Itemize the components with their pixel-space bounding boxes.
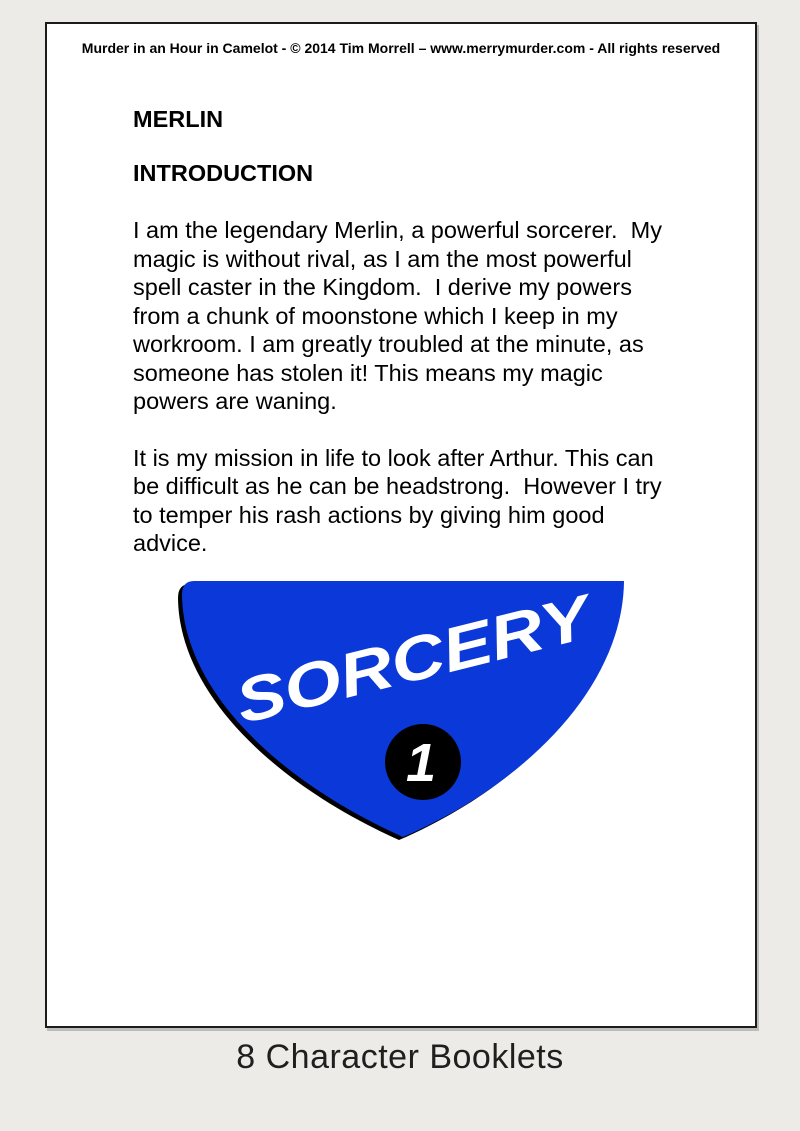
sorcery-badge — [176, 577, 628, 841]
page-content — [133, 106, 678, 841]
document-page — [45, 22, 757, 1028]
badge-number: 1 — [405, 732, 437, 793]
section-heading: INTRODUCTION — [133, 160, 314, 186]
intro-paragraph-2: It is my mission in life to look after Arthur. This can be difficult as he can be headstrong. However I try to temper his rash actions by giving him good advice. — [133, 444, 669, 556]
image-caption: 8 Character Booklets — [236, 1038, 564, 1076]
intro-paragraph-1: I am the legendary Merlin, a powerful sorcerer. My magic is without rival, as I am the most powerful spell caster in the Kingdom. I derive my powers from a chunk of moonstone which I keep in my workroom. I am greatly troubled at the minute, as someone has stolen it! This means my magic powers are waning. — [133, 217, 669, 414]
sorcery-label: SORCERY — [229, 596, 543, 737]
character-title: MERLIN — [133, 106, 224, 132]
copyright-header: Murder in an Hour in Camelot - © 2014 Tim Morrell – www.merrymurder.com - All rights reserved — [81, 40, 721, 56]
shield-graphic — [176, 577, 628, 841]
